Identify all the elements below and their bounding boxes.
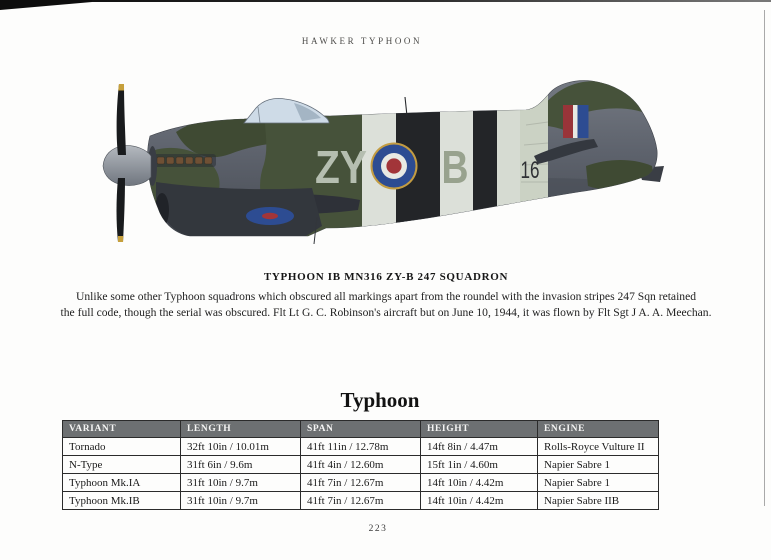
cell-length: 31ft 10in / 9.7m: [181, 492, 301, 510]
page-number: 223: [368, 524, 388, 534]
cell-height: 14ft 8in / 4.47m: [421, 438, 538, 456]
cell-span: 41ft 11in / 12.78m: [301, 438, 421, 456]
caption-text-line-2: the full code, though the serial was obscured. Flt Lt G. C. Robinson's aircraft but on June 10, 1944, it was flown by Flt Sgt J A. A. Meechan.: [60, 305, 712, 319]
table-row: [63, 492, 659, 510]
underside-roundel-center: [262, 213, 278, 219]
caption-title: TYPHOON IB MN316 ZY-B 247 SQUADRON: [263, 271, 509, 283]
illustration-caption: [30, 271, 742, 320]
raf-roundel: [371, 143, 418, 190]
canopy: [244, 98, 329, 123]
column-header-height: HEIGHT: [421, 421, 538, 438]
table-row: [63, 456, 659, 474]
radiator-intake-lip: [155, 193, 169, 227]
specifications-table: [62, 420, 659, 510]
cell-length: 31ft 6in / 9.6m: [181, 456, 301, 474]
cell-engine: Napier Sabre 1: [538, 456, 659, 474]
table-row: [63, 474, 659, 492]
cell-engine: Napier Sabre 1: [538, 474, 659, 492]
typhoon-side-profile: [58, 70, 678, 255]
spinner: [103, 146, 151, 186]
caption-text-line-1: Unlike some other Typhoon squadrons which obscured all markings apart from the roundel with the invasion stripes 247 Sqn retained: [75, 290, 697, 303]
scan-edge-right: [764, 10, 765, 506]
table-header-row: [63, 421, 659, 438]
chin-radiator: [156, 182, 322, 236]
cell-height: 15ft 1in / 4.60m: [421, 456, 538, 474]
cell-variant: Tornado: [63, 438, 181, 456]
cell-engine: Napier Sabre IIB: [538, 492, 659, 510]
squadron-code-zy: ZY: [315, 141, 367, 193]
cell-span: 41ft 7in / 12.67m: [301, 474, 421, 492]
cell-variant: Typhoon Mk.IA: [63, 474, 181, 492]
tactical-number: 16: [520, 157, 540, 184]
cell-height: 14ft 10in / 4.42m: [421, 492, 538, 510]
column-header-variant: VARIANT: [63, 421, 181, 438]
table-row: [63, 438, 659, 456]
section-title: Typhoon: [340, 388, 420, 412]
cell-variant: N-Type: [63, 456, 181, 474]
cell-variant: Typhoon Mk.IB: [63, 492, 181, 510]
cell-length: 31ft 10in / 9.7m: [181, 474, 301, 492]
fin-flash: [563, 105, 589, 138]
running-header: HAWKER TYPHOON: [301, 36, 423, 46]
cell-span: 41ft 4in / 12.60m: [301, 456, 421, 474]
column-header-length: LENGTH: [181, 421, 301, 438]
scan-corner-artifact: [0, 0, 92, 10]
cell-height: 14ft 10in / 4.42m: [421, 474, 538, 492]
aircraft-profile-illustration: [58, 70, 678, 255]
aircraft-letter-b: B: [441, 141, 469, 193]
cell-length: 32ft 10in / 10.01m: [181, 438, 301, 456]
column-header-engine: ENGINE: [538, 421, 659, 438]
cell-engine: Rolls-Royce Vulture II: [538, 438, 659, 456]
column-header-span: SPAN: [301, 421, 421, 438]
cell-span: 41ft 7in / 12.67m: [301, 492, 421, 510]
scan-edge-top: [0, 0, 771, 2]
